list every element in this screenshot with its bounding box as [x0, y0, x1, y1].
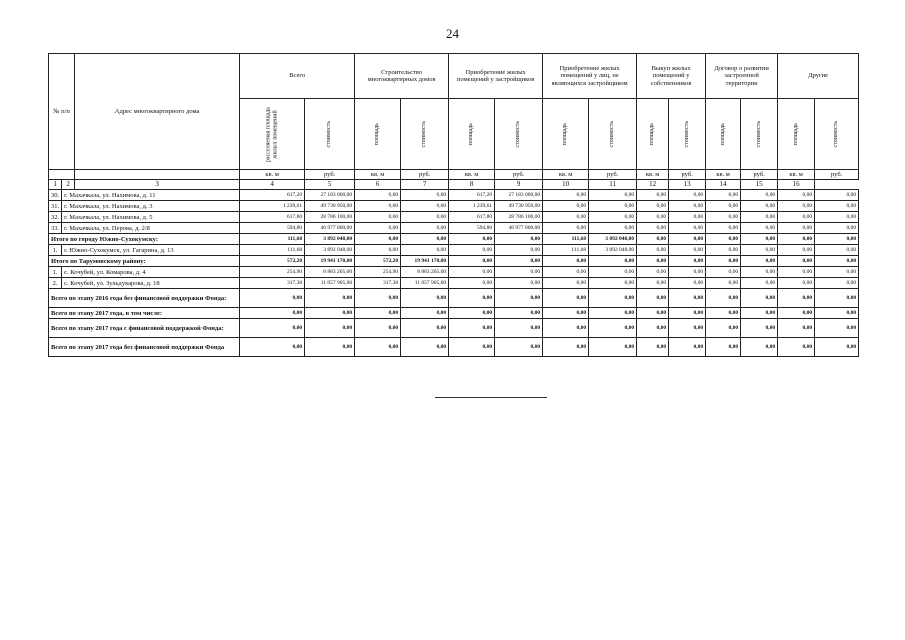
row-value: 0,00 [401, 223, 449, 234]
subheader-area-label: площадь [649, 122, 656, 146]
row-value: 594,80 [449, 223, 495, 234]
row-value: 0,00 [778, 278, 815, 289]
row-value: 0,00 [669, 234, 706, 245]
row-value: 0,00 [815, 212, 859, 223]
row-value: 0,00 [355, 245, 401, 256]
row-value: 0,00 [815, 190, 859, 201]
summary-value: 0,00 [401, 289, 449, 308]
row-value: 594,80 [240, 223, 305, 234]
row-value: 0,00 [778, 223, 815, 234]
row-value: 0,00 [495, 256, 543, 267]
summary-value: 0,00 [589, 319, 637, 338]
row-value: 0,00 [778, 201, 815, 212]
row-value: 0,00 [589, 212, 637, 223]
summary-value: 0,00 [706, 319, 741, 338]
table-row [49, 245, 859, 256]
row-value: 617,80 [240, 212, 305, 223]
row-value: 1 239,61 [240, 201, 305, 212]
row-number: 33. [49, 223, 62, 234]
row-value: 317,30 [240, 278, 305, 289]
row-value: 0,00 [543, 212, 589, 223]
row-value: 0,00 [543, 190, 589, 201]
row-value: 0,00 [778, 256, 815, 267]
summary-value: 0,00 [240, 338, 305, 357]
summary-value: 0,00 [240, 308, 305, 319]
row-number: 32. [49, 212, 62, 223]
subheader-area [355, 99, 401, 170]
subheader-area [240, 99, 305, 170]
row-value: 0,00 [495, 234, 543, 245]
column-number: 5 [305, 180, 355, 190]
subheader-area [706, 99, 741, 170]
subheader-area-label: площадь [562, 122, 569, 146]
row-value: 0,00 [778, 245, 815, 256]
summary-label: Всего по этапу 2017 года без финансовой поддержки Фонда [49, 338, 240, 357]
subheader-cost [741, 99, 778, 170]
subheader-cost-label: стоимость [326, 120, 333, 148]
row-value: 1 239,61 [449, 201, 495, 212]
row-value: 19 941 170,00 [401, 256, 449, 267]
row-value: 0,00 [815, 245, 859, 256]
summary-value: 0,00 [495, 308, 543, 319]
row-value: 0,00 [741, 201, 778, 212]
unit-cost: руб. [495, 170, 543, 180]
row-value: 0,00 [741, 190, 778, 201]
summary-value: 0,00 [495, 319, 543, 338]
header-group-purchase-developer: Приобретение жилых помещений у застройщиков [449, 54, 543, 99]
row-value: 0,00 [401, 190, 449, 201]
row-value: 0,00 [637, 234, 669, 245]
column-number: 9 [495, 180, 543, 190]
resettlement-table [48, 53, 859, 357]
row-value: 0,00 [449, 267, 495, 278]
row-number: 2. [49, 278, 62, 289]
column-number: 3 [75, 180, 240, 190]
table-row [49, 256, 859, 267]
row-value: 0,00 [706, 267, 741, 278]
unit-area: кв. м [543, 170, 589, 180]
row-value: 0,00 [449, 278, 495, 289]
row-value: 0,00 [706, 278, 741, 289]
row-value: 0,00 [543, 267, 589, 278]
summary-value: 0,00 [778, 338, 815, 357]
subheader-cost-label: стоимость [833, 120, 840, 148]
subheader-cost-label: стоимость [515, 120, 522, 148]
row-number: 1. [49, 245, 62, 256]
summary-value: 0,00 [706, 338, 741, 357]
table-row [49, 201, 859, 212]
row-value: 0,00 [741, 256, 778, 267]
summary-value: 0,00 [669, 308, 706, 319]
column-number: 7 [401, 180, 449, 190]
row-address: г. Махачкала, ул. Нахимова, д. 3 [62, 201, 240, 212]
summary-value: 0,00 [589, 338, 637, 357]
row-value: 0,00 [401, 212, 449, 223]
summary-value: 0,00 [305, 338, 355, 357]
unit-area: кв. м [355, 170, 401, 180]
summary-value: 0,00 [669, 319, 706, 338]
unit-area: кв. м [778, 170, 815, 180]
row-value: 0,00 [741, 267, 778, 278]
header-row-groups [49, 54, 859, 99]
row-address: с. Кочубей, ул. Комарова, д. 4 [62, 267, 240, 278]
units-empty [49, 170, 75, 180]
header-group-construction: Строительство многоквартирных домов [355, 54, 449, 99]
row-value: 3 892 048,00 [305, 245, 355, 256]
subheader-area [543, 99, 589, 170]
summary-label: Всего по этапу 2017 года, в том числе: [49, 308, 240, 319]
summary-value: 0,00 [669, 338, 706, 357]
column-number: 12 [637, 180, 669, 190]
row-value: 0,00 [589, 190, 637, 201]
subheader-cost [401, 99, 449, 170]
units-row [49, 170, 859, 180]
row-address: г. Южно-Сухокумск, ул. Гагарина, д. 13 [62, 245, 240, 256]
summary-value: 0,00 [240, 319, 305, 338]
summary-value: 0,00 [355, 308, 401, 319]
row-value: 0,00 [815, 201, 859, 212]
row-value: 19 941 170,00 [305, 256, 355, 267]
row-value: 0,00 [589, 223, 637, 234]
summary-value: 0,00 [305, 308, 355, 319]
row-value: 572,20 [355, 256, 401, 267]
header-address: Адрес многоквартирного дома [75, 54, 240, 170]
row-value: 0,00 [355, 212, 401, 223]
subheader-cost [305, 99, 355, 170]
summary-value: 0,00 [495, 289, 543, 308]
subheader-area [449, 99, 495, 170]
row-value: 0,00 [669, 278, 706, 289]
row-value: 3 892 048,00 [305, 234, 355, 245]
row-value: 0,00 [778, 267, 815, 278]
subheader-cost [815, 99, 859, 170]
row-value: 0,00 [495, 245, 543, 256]
footer-divider [435, 397, 547, 398]
subheader-area-label: площадь [374, 122, 381, 146]
row-value: 0,00 [706, 212, 741, 223]
summary-value: 0,00 [741, 308, 778, 319]
subheader-cost-label: стоимость [609, 120, 616, 148]
summary-value: 0,00 [355, 319, 401, 338]
row-value: 317,30 [355, 278, 401, 289]
summary-value: 0,00 [401, 308, 449, 319]
row-address: г. Махачкала, ул. Нахимова, д. 11 [62, 190, 240, 201]
row-value: 111,68 [543, 245, 589, 256]
row-value: 111,68 [240, 245, 305, 256]
summary-value: 0,00 [495, 338, 543, 357]
summary-value: 0,00 [637, 308, 669, 319]
column-number: 2 [62, 180, 75, 190]
subheader-area [778, 99, 815, 170]
summary-value: 0,00 [778, 289, 815, 308]
summary-value: 0,00 [355, 289, 401, 308]
column-number: 14 [706, 180, 741, 190]
row-value: 8 883 265,00 [401, 267, 449, 278]
row-value: 617,20 [449, 190, 495, 201]
summary-value: 0,00 [815, 319, 859, 338]
row-value: 0,00 [815, 278, 859, 289]
row-value: 0,00 [449, 245, 495, 256]
summary-value: 0,00 [637, 289, 669, 308]
row-address: г. Махачкала, ул. Перова, д. 2/8 [62, 223, 240, 234]
unit-cost: руб. [589, 170, 637, 180]
row-value: 0,00 [706, 223, 741, 234]
column-number: 11 [589, 180, 637, 190]
row-value: 49 730 950,00 [495, 201, 543, 212]
row-value: 0,00 [741, 278, 778, 289]
table-row [49, 190, 859, 201]
row-value: 0,00 [706, 190, 741, 201]
summary-value: 0,00 [355, 338, 401, 357]
row-value: 0,00 [669, 256, 706, 267]
row-value: 0,00 [495, 278, 543, 289]
row-value: 0,00 [543, 201, 589, 212]
summary-value: 0,00 [401, 338, 449, 357]
subheader-cost [669, 99, 706, 170]
unit-area: кв. м [240, 170, 305, 180]
column-number: 10 [543, 180, 589, 190]
row-value: 49 730 950,00 [305, 201, 355, 212]
units-empty [75, 170, 240, 180]
summary-row [49, 289, 859, 308]
row-value: 0,00 [778, 234, 815, 245]
summary-value: 0,00 [240, 289, 305, 308]
row-value: 0,00 [815, 267, 859, 278]
row-value: 27 183 000,00 [305, 190, 355, 201]
row-value: 0,00 [778, 212, 815, 223]
row-value: 0,00 [637, 201, 669, 212]
unit-cost: руб. [669, 170, 706, 180]
unit-cost: руб. [815, 170, 859, 180]
column-number: 15 [741, 180, 778, 190]
row-value: 0,00 [815, 223, 859, 234]
row-value: 0,00 [637, 278, 669, 289]
table-row [49, 267, 859, 278]
row-value: 0,00 [449, 234, 495, 245]
column-number: 8 [449, 180, 495, 190]
subheader-cost-label: стоимость [755, 120, 762, 148]
summary-value: 0,00 [815, 338, 859, 357]
row-value: 0,00 [706, 234, 741, 245]
table-row [49, 234, 859, 245]
row-value: 0,00 [706, 245, 741, 256]
row-value: 11 057 905,00 [401, 278, 449, 289]
row-address: с. Кочубей, ул. Зульдукарова, д. 18 [62, 278, 240, 289]
header-group-purchase-non-developer: Приобретение жилых помещений у лиц, не являющихся застройщиком [543, 54, 637, 99]
row-value: 0,00 [355, 201, 401, 212]
table-row [49, 223, 859, 234]
subheader-cost-label: стоимость [421, 120, 428, 148]
column-number: 6 [355, 180, 401, 190]
summary-value: 0,00 [706, 308, 741, 319]
row-value: 0,00 [589, 201, 637, 212]
row-value: 0,00 [495, 267, 543, 278]
row-value: 0,00 [543, 256, 589, 267]
row-value: 0,00 [637, 267, 669, 278]
row-value: 0,00 [741, 234, 778, 245]
row-number: 1. [49, 267, 62, 278]
row-value: 0,00 [815, 256, 859, 267]
row-value: 0,00 [669, 212, 706, 223]
summary-value: 0,00 [706, 289, 741, 308]
row-value: 0,00 [669, 245, 706, 256]
row-value: 617,80 [449, 212, 495, 223]
unit-cost: руб. [741, 170, 778, 180]
row-value: 0,00 [543, 278, 589, 289]
summary-value: 0,00 [778, 308, 815, 319]
row-value: 0,00 [449, 256, 495, 267]
row-value: 27 183 000,00 [495, 190, 543, 201]
row-value: 28 786 100,00 [305, 212, 355, 223]
unit-area: кв. м [706, 170, 741, 180]
row-value: 0,00 [637, 190, 669, 201]
summary-value: 0,00 [543, 319, 589, 338]
subheader-cost [495, 99, 543, 170]
subheader-area-label: расселяемая площадь жилых помещений [265, 106, 279, 162]
row-value: 0,00 [669, 190, 706, 201]
summary-value: 0,00 [449, 289, 495, 308]
summary-value: 0,00 [401, 319, 449, 338]
row-value: 0,00 [355, 190, 401, 201]
summary-value: 0,00 [589, 289, 637, 308]
column-number: 13 [669, 180, 706, 190]
row-value: 254,90 [240, 267, 305, 278]
summary-value: 0,00 [543, 308, 589, 319]
summary-label: Всего по этапу 2017 года с финансовой поддержкой Фонда: [49, 319, 240, 338]
row-subtotal-label: Итого по Тарумовскому району: [49, 256, 240, 267]
row-value: 3 892 048,00 [589, 234, 637, 245]
header-group-buyout: Выкуп жилых помещений у собственников [637, 54, 706, 99]
summary-value: 0,00 [741, 289, 778, 308]
row-value: 111,68 [543, 234, 589, 245]
summary-value: 0,00 [305, 319, 355, 338]
summary-value: 0,00 [637, 319, 669, 338]
summary-value: 0,00 [778, 319, 815, 338]
summary-value: 0,00 [589, 308, 637, 319]
row-value: 0,00 [637, 212, 669, 223]
row-value: 0,00 [669, 201, 706, 212]
summary-row [49, 338, 859, 357]
row-number: 31. [49, 201, 62, 212]
row-value: 0,00 [637, 245, 669, 256]
row-value: 46 977 800,00 [305, 223, 355, 234]
column-number: 16 [778, 180, 815, 190]
row-address: г. Махачкала, ул. Нахимова, д. 5 [62, 212, 240, 223]
subheader-area [637, 99, 669, 170]
row-value: 572,20 [240, 256, 305, 267]
row-number: 30. [49, 190, 62, 201]
subheader-cost-label: стоимость [683, 120, 690, 148]
subheader-cost [589, 99, 637, 170]
subheader-area-label: площадь [468, 122, 475, 146]
row-value: 0,00 [741, 223, 778, 234]
header-group-total: Всего [240, 54, 355, 99]
row-value: 0,00 [637, 256, 669, 267]
row-value: 0,00 [543, 223, 589, 234]
row-value: 0,00 [589, 267, 637, 278]
subheader-area-label: площадь [719, 122, 726, 146]
summary-row [49, 308, 859, 319]
row-subtotal-label: Итого по городу Южно-Сухокумску: [49, 234, 240, 245]
row-value: 0,00 [741, 245, 778, 256]
summary-label: Всего по этапу 2016 года без финансовой поддержки Фонда: [49, 289, 240, 308]
row-value: 0,00 [741, 212, 778, 223]
column-number: 4 [240, 180, 305, 190]
summary-value: 0,00 [449, 308, 495, 319]
summary-value: 0,00 [305, 289, 355, 308]
header-group-development-agreement: Договор о развитии застроенной территории [706, 54, 778, 99]
row-value: 617,20 [240, 190, 305, 201]
summary-value: 0,00 [449, 338, 495, 357]
row-value: 0,00 [815, 234, 859, 245]
row-value: 0,00 [589, 278, 637, 289]
summary-value: 0,00 [741, 319, 778, 338]
summary-value: 0,00 [815, 308, 859, 319]
unit-area: кв. м [637, 170, 669, 180]
row-value: 0,00 [706, 256, 741, 267]
table-row [49, 278, 859, 289]
row-value: 254,90 [355, 267, 401, 278]
unit-cost: руб. [401, 170, 449, 180]
header-num: № п/п [49, 54, 75, 170]
summary-value: 0,00 [815, 289, 859, 308]
row-value: 46 977 800,00 [495, 223, 543, 234]
subheader-area-label: площадь [792, 122, 799, 146]
row-value: 111,68 [240, 234, 305, 245]
row-value: 28 786 100,00 [495, 212, 543, 223]
row-value: 0,00 [669, 267, 706, 278]
row-value: 0,00 [401, 234, 449, 245]
summary-value: 0,00 [637, 338, 669, 357]
summary-value: 0,00 [543, 289, 589, 308]
table-row [49, 212, 859, 223]
row-value: 0,00 [401, 201, 449, 212]
summary-value: 0,00 [741, 338, 778, 357]
column-number-row [49, 180, 859, 190]
row-value: 3 892 048,00 [589, 245, 637, 256]
row-value: 0,00 [706, 201, 741, 212]
summary-value: 0,00 [543, 338, 589, 357]
summary-row [49, 319, 859, 338]
row-value: 8 883 265,00 [305, 267, 355, 278]
unit-cost: руб. [305, 170, 355, 180]
unit-area: кв. м [449, 170, 495, 180]
summary-value: 0,00 [669, 289, 706, 308]
row-value: 0,00 [778, 190, 815, 201]
row-value: 0,00 [589, 256, 637, 267]
row-value: 0,00 [355, 234, 401, 245]
row-value: 0,00 [669, 223, 706, 234]
row-value: 0,00 [637, 223, 669, 234]
page-number: 24 [446, 26, 459, 41]
summary-value: 0,00 [449, 319, 495, 338]
row-value: 0,00 [355, 223, 401, 234]
resettlement-table-container [48, 53, 859, 357]
header-group-other: Другие [778, 54, 859, 99]
column-number: 1 [49, 180, 62, 190]
row-value: 11 057 905,00 [305, 278, 355, 289]
row-value: 0,00 [401, 245, 449, 256]
